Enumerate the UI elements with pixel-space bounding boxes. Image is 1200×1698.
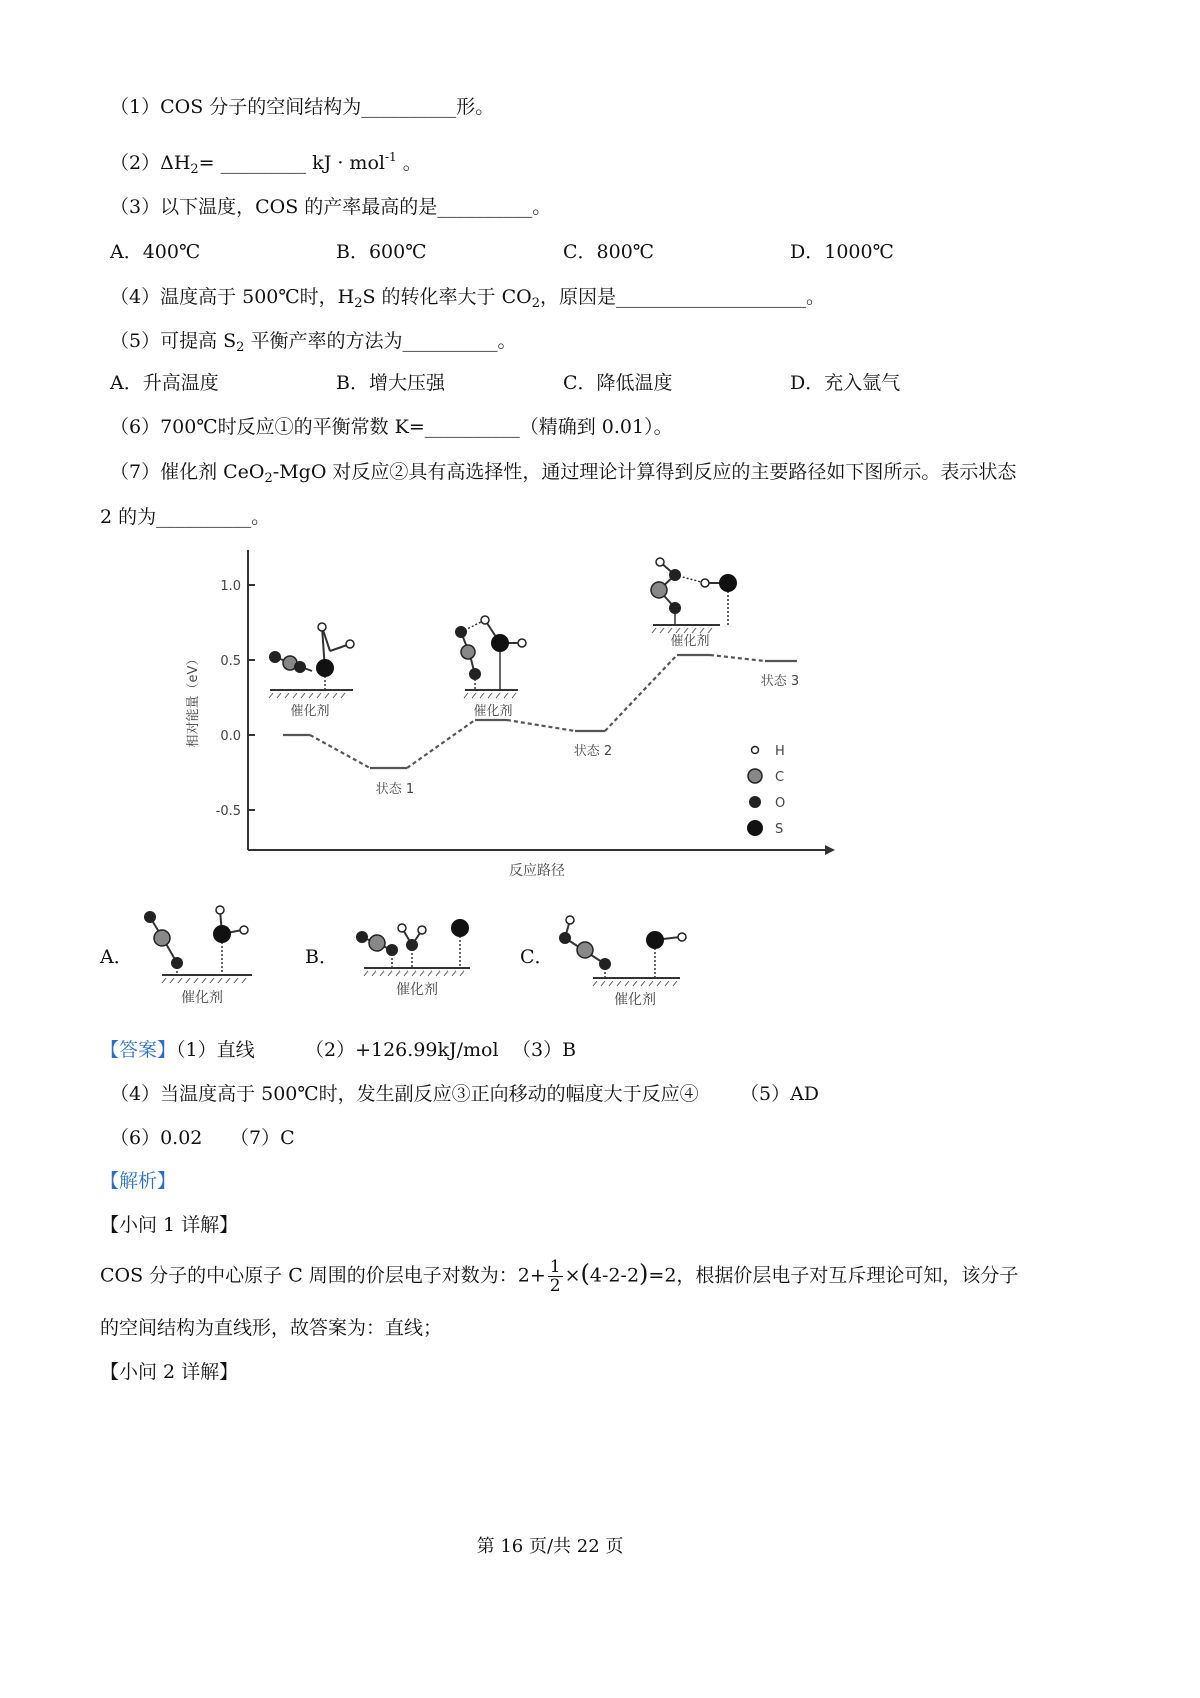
energy-path — [283, 655, 800, 768]
option-b: B．600℃ — [336, 241, 427, 263]
y-tick-label: -0.5 — [215, 804, 241, 819]
answer-3: （3）B — [512, 1039, 577, 1061]
y-axis-label: 相对能量（eV） — [186, 652, 201, 748]
answer-7: （7）C — [230, 1127, 295, 1149]
fraction: $\frac{1}{2}$ — [549, 1257, 561, 1296]
legend-s-icon — [747, 820, 763, 836]
analysis-sub1-line2: 的空间结构为直线形，故答案为：直线； — [100, 1317, 443, 1339]
sub-question-1-title: 【小问 1 详解】 — [100, 1214, 239, 1236]
question-5: （5）可提高 $S_2$ 平衡产率的方法为__________。 — [110, 330, 517, 355]
option-b: B．增大压强 — [336, 372, 445, 394]
q7-option-a-label: A． — [100, 946, 133, 968]
state-1-label: 状态 1 — [375, 782, 415, 797]
q7-option-b-label: B． — [305, 946, 338, 968]
sub-question-2-title: 【小问 2 详解】 — [100, 1361, 239, 1383]
molecule-cluster-ts1 — [455, 616, 526, 719]
svg-text:C: C — [775, 770, 785, 785]
answer-5: （5）AD — [740, 1083, 820, 1105]
answer-2: （2）+126.99kJ/mol — [305, 1039, 499, 1061]
molecule-cluster-initial — [269, 623, 354, 719]
question-2: $(2)\Delta H_2=$ _________ kJ · mol$^{-1}$ 。 — [110, 150, 422, 177]
svg-text:H: H — [775, 744, 785, 759]
y-tick-label: 0.5 — [220, 654, 241, 669]
state-2-label: 状态 2 — [573, 744, 613, 759]
question-6: （6）700℃时反应①的平衡常数 K=__________（精确到 0.01）。 — [110, 416, 673, 438]
option-c: C．800℃ — [563, 241, 655, 263]
svg-text:催化剂: 催化剂 — [396, 982, 438, 998]
x-axis-label: 反应路径 — [509, 863, 565, 879]
question-5-options — [110, 368, 1060, 398]
legend-c-icon — [748, 769, 762, 783]
answer-6: （6）0.02 — [110, 1127, 203, 1149]
question-7-line2: 2 的为__________。 — [100, 506, 271, 528]
option-c: C．降低温度 — [563, 372, 673, 394]
q7-option-b-structure — [350, 900, 490, 1010]
y-tick-label: 0.0 — [220, 729, 241, 744]
option-a: A．升高温度 — [110, 372, 219, 394]
svg-text:O: O — [775, 796, 786, 811]
question-3: （3）以下温度，COS 的产率最高的是__________。 — [110, 196, 552, 218]
molecule-cluster-ts2 — [651, 558, 737, 649]
state-3-label: 状态 3 — [760, 674, 800, 689]
analysis-label: 【解析】 — [100, 1170, 177, 1192]
question-3-options — [110, 237, 1060, 267]
option-a: A．400℃ — [110, 241, 201, 263]
q7-option-c-label: C． — [520, 946, 554, 968]
legend — [747, 744, 785, 837]
svg-text:催化剂: 催化剂 — [181, 990, 223, 1006]
svg-text:催化剂: 催化剂 — [473, 704, 513, 719]
question-1: （1）COS 分子的空间结构为__________形。 — [110, 96, 495, 118]
svg-text:S: S — [775, 822, 784, 837]
y-tick-label: 1.0 — [220, 579, 241, 594]
energy-diagram — [175, 540, 865, 890]
question-4: （4）温度高于 500℃时，$H_2S$ 的转化率大于 $CO_2$，原因是____________________。 — [110, 286, 826, 311]
legend-h-icon — [752, 747, 759, 754]
analysis-sub1-line1: COS 分子的中心原子 C 周围的价层电子对数为：2+ $\frac{1}{2}$ ×(4-2-2)=2，根据价层电子对互斥理论可知，该分子 — [100, 1257, 1019, 1296]
q7-option-c-structure — [555, 900, 705, 1010]
answer-line-1: 【答案】（1）直线 — [100, 1039, 255, 1061]
svg-text:催化剂: 催化剂 — [670, 634, 710, 649]
option-d: D．充入氩气 — [790, 372, 901, 394]
svg-text:催化剂: 催化剂 — [290, 704, 330, 719]
q7-option-a-structure — [140, 900, 280, 1010]
svg-text:催化剂: 催化剂 — [614, 992, 656, 1008]
page-footer: 第 16 页/共 22 页 — [476, 1536, 624, 1557]
x-axis-arrow — [825, 845, 835, 855]
legend-o-icon — [749, 796, 761, 808]
question-7: （7）催化剂 CeO$_2$-MgO 对反应②具有高选择性，通过理论计算得到反应的主要路径如下图所示。表示状态 — [110, 461, 1017, 486]
option-d: D．1000℃ — [790, 241, 894, 263]
answer-4: （4）当温度高于 500℃时，发生副反应③正向移动的幅度大于反应④ — [110, 1083, 699, 1105]
